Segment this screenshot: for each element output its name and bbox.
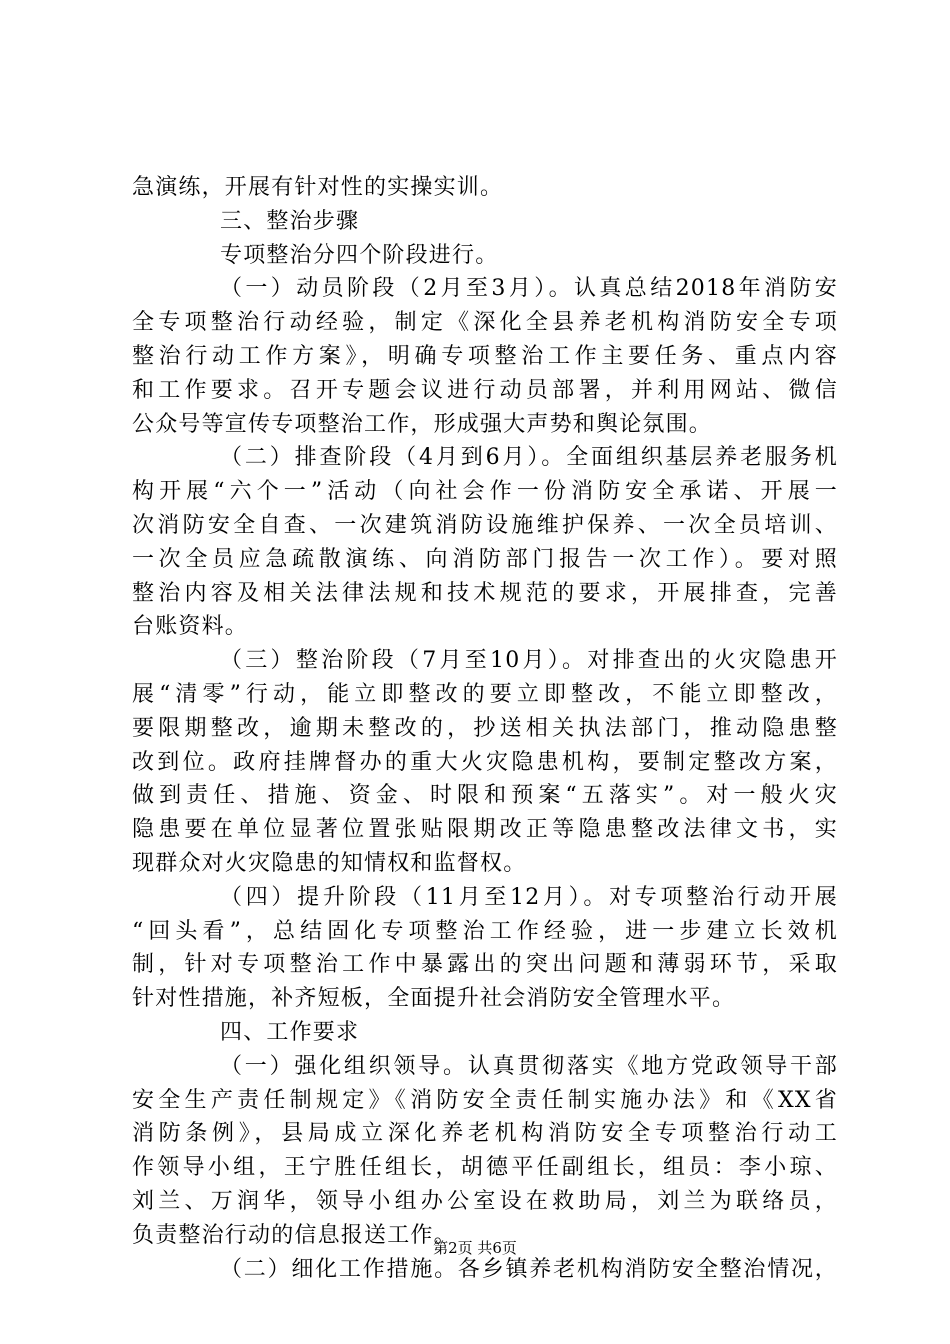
text-line: 针对性措施，补齐短板，全面提升社会消防安全管理水平。	[132, 986, 736, 1012]
text-line: “回头看”，总结固化专项整治工作经验，进一步建立长效机	[132, 918, 838, 944]
text-line: （二）细化工作措施。各乡镇养老机构消防安全整治情况，	[220, 1256, 838, 1282]
text-line: 改到位。政府挂牌督办的重大火灾隐患机构，要制定整改方案，	[132, 749, 838, 775]
text-line: 做到责任、措施、资金、时限和预案“五落实”。对一般火灾	[132, 783, 838, 809]
text-line: （一）强化组织领导。认真贯彻落实《地方党政领导干部	[220, 1053, 838, 1079]
text-line: 整治行动工作方案》，明确专项整治工作主要任务、重点内容	[132, 343, 838, 369]
text-line: （二）排查阶段（4月到6月）。全面组织基层养老服务机	[220, 445, 838, 471]
text-line: 公众号等宣传专项整治工作，形成强大声势和舆论氛围。	[132, 411, 713, 437]
text-line: 消防条例》，县局成立深化养老机构消防安全专项整治行动工	[132, 1121, 838, 1147]
text-line: 三、整治步骤	[220, 208, 360, 234]
text-line: 专项整治分四个阶段进行。	[220, 242, 499, 268]
text-line: 构开展“六个一”活动（向社会作一份消防安全承诺、开展一	[132, 479, 838, 505]
text-line: 制，针对专项整治工作中暴露出的突出问题和薄弱环节，采取	[132, 952, 838, 978]
text-line: 和工作要求。召开专题会议进行动员部署，并利用网站、微信	[132, 377, 838, 403]
text-line: 安全生产责任制规定》《消防安全责任制实施办法》和《XX省	[132, 1087, 838, 1113]
text-line: 要限期整改，逾期未整改的，抄送相关执法部门，推动隐患整	[132, 715, 838, 741]
text-line: 刘兰、万润华，领导小组办公室设在救助局，刘兰为联络员，	[132, 1188, 838, 1214]
document-body	[132, 171, 838, 1286]
text-line: 整治内容及相关法律法规和技术规范的要求，开展排查，完善	[132, 580, 838, 606]
text-line: 作领导小组，王宁胜任组长，胡德平任副组长，组员：李小琼、	[132, 1155, 838, 1181]
text-line: 隐患要在单位显著位置张贴限期改正等隐患整改法律文书，实	[132, 817, 838, 843]
text-line: 负责整治行动的信息报送工作。	[132, 1222, 457, 1248]
text-line: 四、工作要求	[220, 1019, 360, 1045]
text-line: 急演练，开展有针对性的实操实训。	[132, 175, 504, 200]
text-line: 展“清零”行动，能立即整改的要立即整改，不能立即整改，	[132, 681, 838, 707]
text-line: 一次全员应急疏散演练、向消防部门报告一次工作）。要对照	[132, 546, 838, 572]
text-line: 全专项整治行动经验，制定《深化全县养老机构消防安全专项	[132, 310, 838, 336]
text-line: （一）动员阶段（2月至3月）。认真总结2018年消防安	[220, 276, 838, 302]
text-line: 台账资料。	[132, 614, 249, 640]
text-line: （三）整治阶段（7月至10月）。对排查出的火灾隐患开	[220, 648, 838, 674]
text-line: 次消防安全自查、一次建筑消防设施维护保养、一次全员培训、	[132, 512, 838, 538]
page-footer: 第2页 共6页	[433, 1239, 517, 1257]
text-line: 现群众对火灾隐患的知情权和监督权。	[132, 850, 527, 876]
text-line: （四）提升阶段（11月至12月）。对专项整治行动开展	[220, 884, 838, 910]
